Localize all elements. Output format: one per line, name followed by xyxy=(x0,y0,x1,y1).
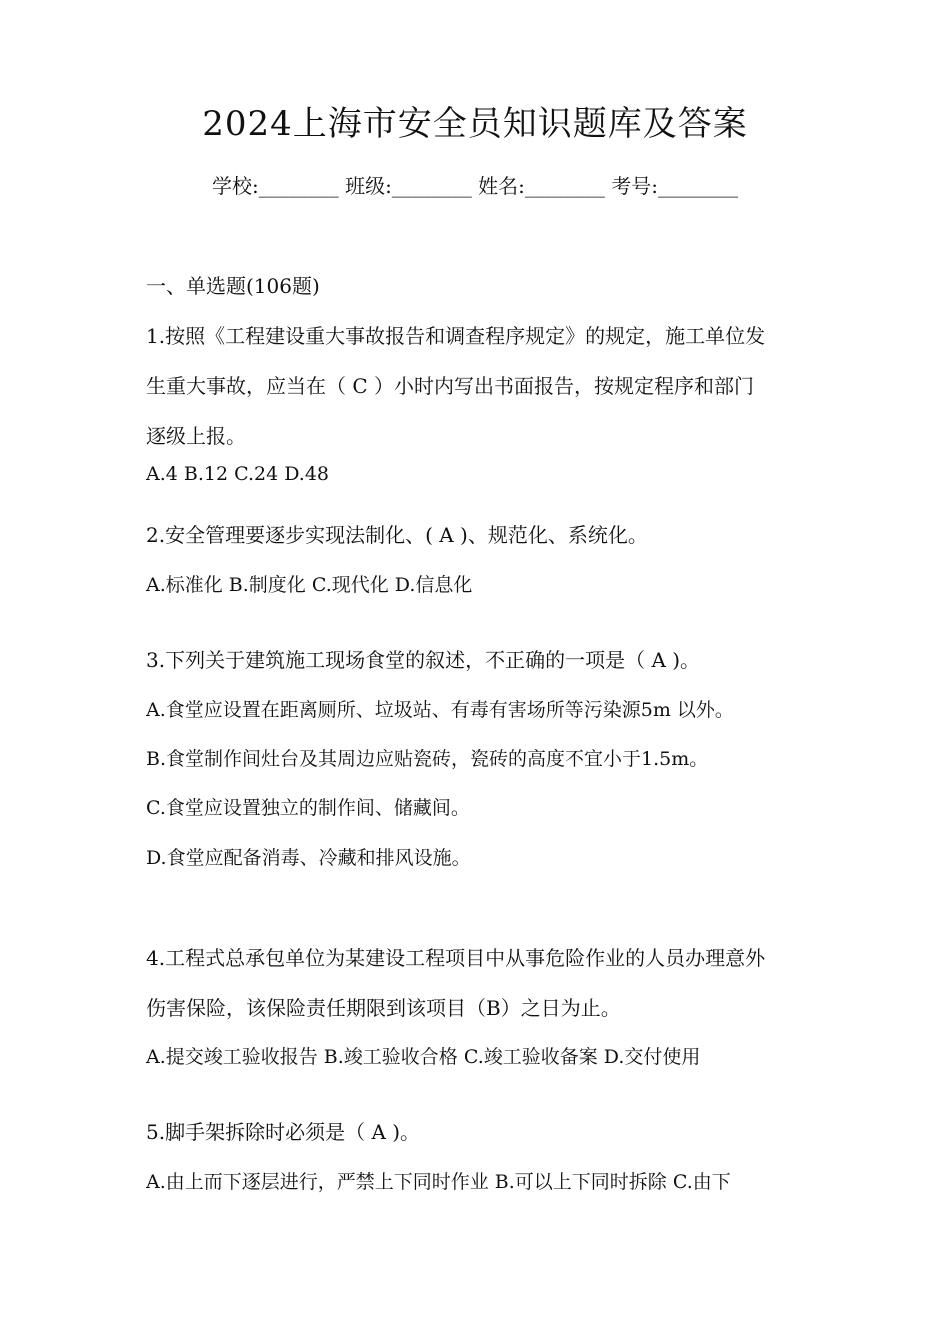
question-2-options: A.标准化 B.制度化 C.现代化 D.信息化 xyxy=(146,574,473,596)
question-1-line-3: 逐级上报。 xyxy=(146,424,246,448)
section-title: 一、单选题(106题) xyxy=(146,274,320,298)
question-1-options: A.4 B.12 C.24 D.48 xyxy=(146,463,329,485)
question-3-option-b: B.食堂制作间灶台及其周边应贴瓷砖，瓷砖的高度不宜小于1.5m。 xyxy=(146,748,709,770)
question-3-line-1: 3.下列关于建筑施工现场食堂的叙述，不正确的一项是（ A )。 xyxy=(146,648,701,672)
question-1-line-2: 生重大事故，应当在（ C ）小时内写出书面报告，按规定程序和部门 xyxy=(146,374,755,398)
student-info-line: 学校:________ 班级:________ 姓名:________ 考号:________ xyxy=(211,174,739,198)
question-5-options: A.由上而下逐层进行，严禁上下同时作业 B.可以上下同时拆除 C.由下 xyxy=(146,1171,731,1193)
question-4-line-1: 4.工程式总承包单位为某建设工程项目中从事危险作业的人员办理意外 xyxy=(146,946,766,970)
document-title: 2024上海市安全员知识题库及答案 xyxy=(202,104,748,144)
question-3-option-d: D.食堂应配备消毒、冷藏和排风设施。 xyxy=(146,847,471,869)
question-3-option-a: A.食堂应设置在距离厕所、垃圾站、有毒有害场所等污染源5m 以外。 xyxy=(146,699,734,721)
question-2-line-1: 2.安全管理要逐步实现法制化、( A )、规范化、系统化。 xyxy=(146,523,648,547)
question-4-options: A.提交竣工验收报告 B.竣工验收合格 C.竣工验收备案 D.交付使用 xyxy=(146,1046,701,1068)
question-4-line-2: 伤害保险，该保险责任期限到该项目（B）之日为止。 xyxy=(146,996,621,1020)
question-3-option-c: C.食堂应设置独立的制作间、储藏间。 xyxy=(146,797,470,819)
question-1-line-1: 1.按照《工程建设重大事故报告和调查程序规定》的规定，施工单位发 xyxy=(146,324,766,348)
question-5-line-1: 5.脚手架拆除时必须是（ A )。 xyxy=(146,1120,421,1144)
